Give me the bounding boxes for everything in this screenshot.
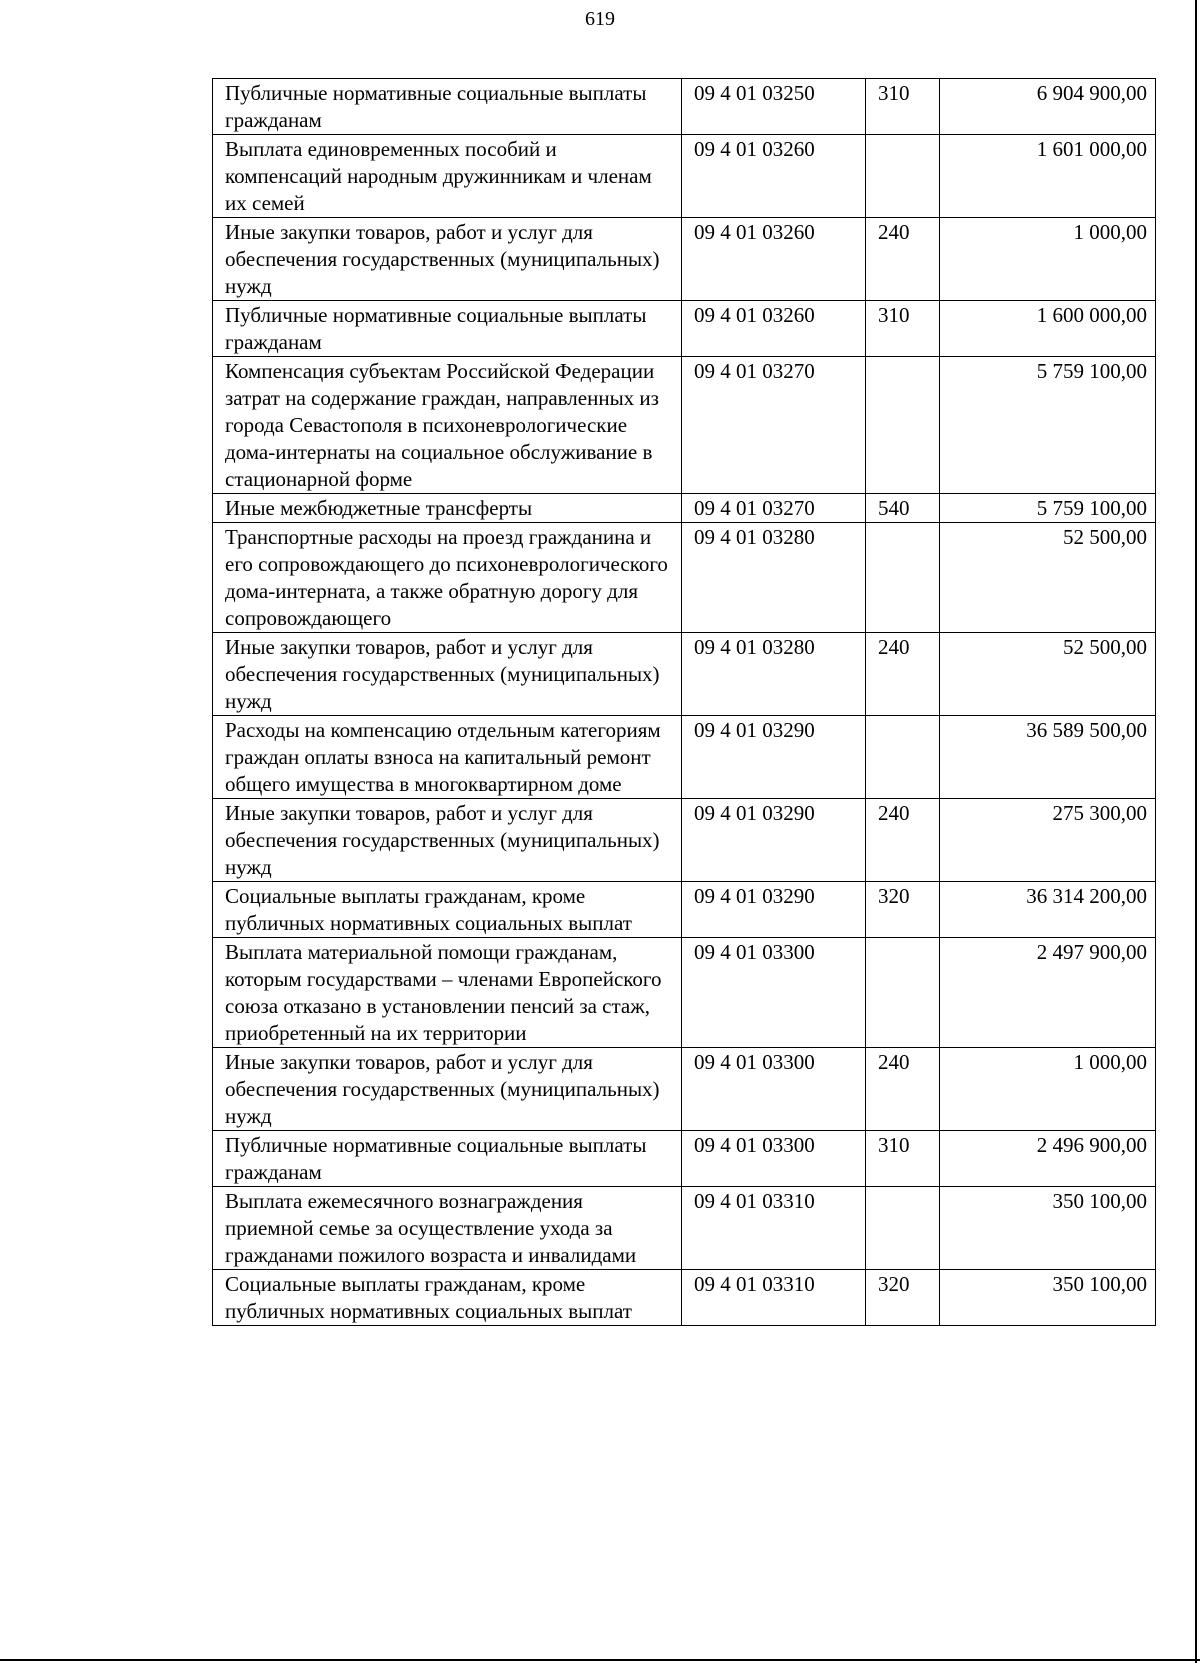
amount: 2 496 900,00 — [940, 1131, 1156, 1187]
table-row — [213, 357, 1156, 494]
page-number: 619 — [585, 8, 615, 30]
item-name: Иные закупки товаров, работ и услуг для обеспечения государственных (муниципальных) нужд — [213, 1048, 682, 1131]
item-name: Иные закупки товаров, работ и услуг для обеспечения государственных (муниципальных) нужд — [213, 799, 682, 882]
budget-code: 09 4 01 03270 — [682, 494, 866, 523]
table-row — [213, 799, 1156, 882]
table-row — [213, 938, 1156, 1048]
table-row — [213, 301, 1156, 357]
budget-code: 09 4 01 03300 — [682, 1048, 866, 1131]
table-row — [213, 1048, 1156, 1131]
item-name: Выплата материальной помощи гражданам, которым государствами – членами Европейского союза отказано в установлении пенсий за стаж, приобретенный на их территории — [213, 938, 682, 1048]
table-row — [213, 79, 1156, 135]
budget-code: 09 4 01 03300 — [682, 938, 866, 1048]
amount: 1 000,00 — [940, 218, 1156, 301]
item-name: Выплата единовременных пособий и компенсаций народным дружинникам и членам их семей — [213, 135, 682, 218]
budget-code: 09 4 01 03310 — [682, 1187, 866, 1270]
item-name: Публичные нормативные социальные выплаты гражданам — [213, 1131, 682, 1187]
expense-type: 240 — [866, 1048, 940, 1131]
table-row — [213, 218, 1156, 301]
budget-code: 09 4 01 03280 — [682, 523, 866, 633]
item-name: Расходы на компенсацию отдельным категориям граждан оплаты взноса на капитальный ремонт общего имущества в многоквартирном доме — [213, 716, 682, 799]
budget-table — [212, 78, 1156, 1326]
expense-type: 320 — [866, 882, 940, 938]
budget-code: 09 4 01 03260 — [682, 301, 866, 357]
amount: 275 300,00 — [940, 799, 1156, 882]
amount: 1 600 000,00 — [940, 301, 1156, 357]
amount: 2 497 900,00 — [940, 938, 1156, 1048]
budget-code: 09 4 01 03290 — [682, 716, 866, 799]
item-name: Социальные выплаты гражданам, кроме публичных нормативных социальных выплат — [213, 882, 682, 938]
amount: 6 904 900,00 — [940, 79, 1156, 135]
expense-type: 240 — [866, 633, 940, 716]
budget-code: 09 4 01 03290 — [682, 799, 866, 882]
table-row — [213, 882, 1156, 938]
budget-code: 09 4 01 03260 — [682, 135, 866, 218]
item-name: Иные закупки товаров, работ и услуг для обеспечения государственных (муниципальных) нужд — [213, 633, 682, 716]
expense-type: 310 — [866, 301, 940, 357]
amount: 1 000,00 — [940, 1048, 1156, 1131]
budget-code: 09 4 01 03300 — [682, 1131, 866, 1187]
expense-type — [866, 1187, 940, 1270]
amount: 5 759 100,00 — [940, 494, 1156, 523]
expense-type: 240 — [866, 799, 940, 882]
item-name: Публичные нормативные социальные выплаты гражданам — [213, 79, 682, 135]
amount: 1 601 000,00 — [940, 135, 1156, 218]
table-row — [213, 1131, 1156, 1187]
expense-type — [866, 357, 940, 494]
item-name: Транспортные расходы на проезд гражданина и его сопровождающего до психоневрологического дома-интерната, а также обратную дорогу для сопровождающего — [213, 523, 682, 633]
item-name: Социальные выплаты гражданам, кроме публичных нормативных социальных выплат — [213, 1270, 682, 1326]
amount: 36 589 500,00 — [940, 716, 1156, 799]
table-row — [213, 494, 1156, 523]
expense-type: 320 — [866, 1270, 940, 1326]
page-right-edge — [1195, 0, 1197, 1663]
amount: 350 100,00 — [940, 1187, 1156, 1270]
budget-code: 09 4 01 03260 — [682, 218, 866, 301]
expense-type: 310 — [866, 1131, 940, 1187]
item-name: Иные закупки товаров, работ и услуг для обеспечения государственных (муниципальных) нужд — [213, 218, 682, 301]
item-name: Публичные нормативные социальные выплаты гражданам — [213, 301, 682, 357]
expense-type — [866, 135, 940, 218]
budget-code: 09 4 01 03310 — [682, 1270, 866, 1326]
expense-type — [866, 716, 940, 799]
item-name: Иные межбюджетные трансферты — [213, 494, 682, 523]
table-row — [213, 1270, 1156, 1326]
expense-type: 240 — [866, 218, 940, 301]
table-row — [213, 135, 1156, 218]
expense-type: 310 — [866, 79, 940, 135]
table-row — [213, 633, 1156, 716]
expense-type — [866, 523, 940, 633]
amount: 5 759 100,00 — [940, 357, 1156, 494]
amount: 52 500,00 — [940, 523, 1156, 633]
expense-type — [866, 938, 940, 1048]
amount: 52 500,00 — [940, 633, 1156, 716]
amount: 36 314 200,00 — [940, 882, 1156, 938]
table-row — [213, 523, 1156, 633]
budget-code: 09 4 01 03250 — [682, 79, 866, 135]
budget-code: 09 4 01 03270 — [682, 357, 866, 494]
expense-type: 540 — [866, 494, 940, 523]
item-name: Выплата ежемесячного вознаграждения приемной семье за осуществление ухода за гражданами пожилого возраста и инвалидами — [213, 1187, 682, 1270]
item-name: Компенсация субъектам Российской Федерации затрат на содержание граждан, направленных из города Севастополя в психоневрологические дома-интернаты на социальное обслуживание в стационарной форме — [213, 357, 682, 494]
table-row — [213, 716, 1156, 799]
budget-code: 09 4 01 03280 — [682, 633, 866, 716]
amount: 350 100,00 — [940, 1270, 1156, 1326]
table-row — [213, 1187, 1156, 1270]
budget-code: 09 4 01 03290 — [682, 882, 866, 938]
page-bottom-edge — [0, 1659, 1200, 1661]
